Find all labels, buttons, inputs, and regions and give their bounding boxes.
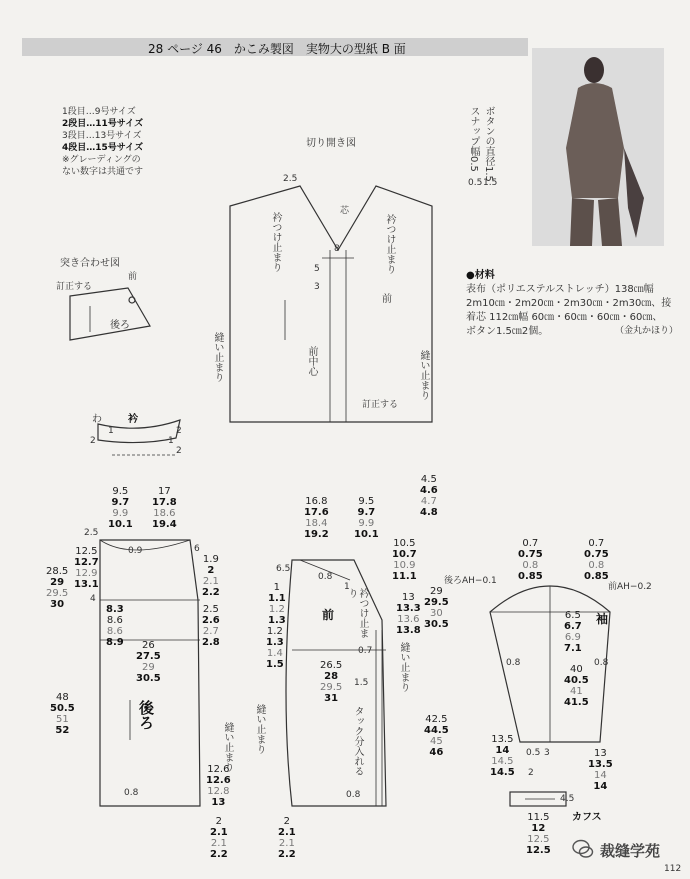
legend-line-4: 4段目…15号サイズ: [62, 143, 144, 153]
materials-line-4: ボタン1.5㎝2個。: [466, 326, 549, 337]
front-v08: 0.8: [318, 572, 333, 582]
front-star: 4.5 4.6 4.7 4.8: [420, 474, 438, 518]
tsukiawase-title: 突き合わせ図: [60, 258, 120, 269]
sleeve-label: 袖: [596, 612, 609, 626]
kiri-maechushin: 前中心: [306, 346, 317, 376]
sleeve-v3: 3: [544, 748, 550, 758]
cuff-w: 11.5 12 12.5 12.5: [526, 812, 551, 856]
front-v07: 0.7: [358, 646, 373, 656]
kirihiraki-title: 切り開き図: [306, 138, 356, 149]
legend-note-1: ※グレーディングの: [62, 155, 141, 165]
front-nui-left: 縫い止まり: [254, 704, 265, 754]
kiri-v5: 5: [314, 264, 320, 274]
front-v15: 1.5: [354, 678, 369, 688]
front-label: 前: [322, 608, 335, 622]
back-r2: 2.5 2.6 2.7 2.8: [202, 604, 220, 648]
front-h1: 42.5 44.5 45 46: [424, 714, 449, 758]
front-tr: 10.5 10.7 10.9 11.1: [392, 538, 417, 582]
back-v25: 2.5: [84, 528, 99, 538]
back-b1: 2 2.1 2.1 2.2: [210, 816, 228, 860]
back-left1: 28.5 29 29.5 30: [46, 566, 69, 610]
tsuki-ushiro: 後ろ: [110, 320, 130, 331]
front-l2: 1.2 1.3 1.4 1.5: [266, 626, 284, 670]
kiri-nui-left: 縫い止まり: [212, 332, 223, 382]
front-right1: 29 29.5 30 30.5: [424, 586, 449, 630]
back-top2: 17 17.8 18.6 19.4: [152, 486, 177, 530]
sleeve-v2: 2: [528, 768, 534, 778]
front-l1: 1 1.1 1.2 1.3: [268, 582, 286, 626]
kiri-mae: 前: [382, 294, 392, 305]
collar-v2a: 2: [90, 436, 96, 446]
cuff-v45: 4.5: [560, 794, 575, 804]
kiri-v25: 2.5: [283, 174, 298, 184]
front-v08b: 0.8: [346, 790, 361, 800]
tsuki-mae: 前: [128, 272, 138, 282]
front-nui-right: 縫い止まり: [398, 642, 409, 692]
collar-v2b: 2: [176, 426, 182, 436]
collar-v1b: 1: [168, 436, 174, 446]
sleeve-bl: 13.5 14 14.5 14.5: [490, 734, 515, 778]
sleeve-l08: 0.8: [506, 658, 521, 668]
back-v6: 6: [194, 544, 200, 554]
back-left2: 12.5 12.7 12.9 13.1: [74, 546, 99, 590]
legend-note-2: ない数字は共通です: [62, 167, 144, 177]
front-top2: 9.5 9.7 9.9 10.1: [354, 496, 379, 540]
watermark: 裁缝学苑: [600, 842, 661, 860]
back-w1: 26 27.5 29 30.5: [136, 640, 161, 684]
materials-line-2: 2m10㎝・2m20㎝・2m30㎝・2m30㎝、接: [466, 298, 672, 309]
back-top1: 9.5 9.7 9.9 10.1: [108, 486, 133, 530]
back-m1: 8.3 8.6 8.6 8.9: [106, 604, 124, 648]
legend-line-2: 2段目…11号サイズ: [62, 119, 144, 129]
materials-line-1: 表布（ポリエステルストレッチ）138㎝幅: [466, 284, 654, 295]
sleeve-top2: 0.7 0.75 0.8 0.85: [584, 538, 609, 582]
sleeve-v05: 0.5: [526, 748, 541, 758]
sleeve-len: 40 40.5 41 41.5: [564, 664, 589, 708]
kiri-v8: 8: [334, 244, 340, 254]
back-v4: 4: [90, 594, 96, 604]
front-b1: 2 2.1 2.1 2.2: [278, 816, 296, 860]
front-v65: 6.5: [276, 564, 291, 574]
front-m1: 13 13.3 13.6 13.8: [396, 592, 421, 636]
kiri-eri-right: 衿つけ止まり: [384, 214, 395, 274]
back-r3: 12.6 12.6 12.8 13: [206, 764, 231, 808]
sleeve-top1: 0.7 0.75 0.8 0.85: [518, 538, 543, 582]
button-note-v2: 0.5: [468, 178, 483, 188]
legend-line-1: 1段目…9号サイズ: [62, 107, 136, 117]
front-v1: 1: [344, 582, 350, 592]
kiri-nui-right: 縫い止まり: [418, 350, 429, 400]
back-nui: 縫い止まり: [222, 722, 233, 772]
page-number: 112: [664, 864, 682, 874]
sleeve-cap: 6.5 6.7 6.9 7.1: [564, 610, 582, 654]
materials-credit: （金丸かほり）: [615, 326, 679, 336]
materials-title: ●材料: [466, 270, 495, 281]
button-note-2: スナップ幅0.5: [468, 106, 479, 172]
kiri-shin: 芯: [340, 206, 350, 216]
collar-label: 衿: [128, 414, 138, 425]
front-w1: 26.5 28 29.5 31: [320, 660, 343, 704]
button-note-v1: 1.5: [483, 178, 498, 188]
back-label: 後ろ: [137, 700, 155, 730]
collar-wa: わ: [92, 414, 102, 425]
sleeve-ah-front: 前AH−0.2: [608, 582, 652, 592]
collar-v1: 1: [108, 426, 114, 436]
cuff-label: カフス: [572, 812, 602, 823]
wechat-icon: [572, 838, 594, 860]
sleeve-br: 13 13.5 14 14: [588, 748, 613, 792]
sleeve-r08: 0.8: [594, 658, 609, 668]
kiri-v3: 3: [314, 282, 320, 292]
back-r1: 1.9 2 2.1 2.2: [202, 554, 220, 598]
front-tuck: タック分入れる: [352, 706, 363, 776]
page-title: 28 ページ 46 かこみ製図 実物大の型紙 B 面: [148, 42, 406, 56]
back-h1: 48 50.5 51 52: [50, 692, 75, 736]
front-eri: 衿つけ止まり: [346, 588, 368, 638]
legend-line-3: 3段目…13号サイズ: [62, 131, 142, 141]
back-v09: 0.9: [128, 546, 143, 556]
tsuki-teisei: 訂正する: [56, 282, 93, 292]
collar-v2c: 2: [176, 446, 182, 456]
kiri-eri-left: 衿つけ止まり: [270, 212, 281, 272]
back-v08: 0.8: [124, 788, 139, 798]
sleeve-ah-back: 後ろAH−0.1: [444, 576, 497, 586]
button-note-1: ボタンの直径1.5: [483, 106, 494, 182]
materials-line-3: 着芯 112㎝幅 60㎝・60㎝・60㎝・60㎝、: [466, 312, 663, 323]
kiri-teisei: 訂正する: [362, 400, 399, 410]
front-top1: 16.8 17.6 18.4 19.2: [304, 496, 329, 540]
